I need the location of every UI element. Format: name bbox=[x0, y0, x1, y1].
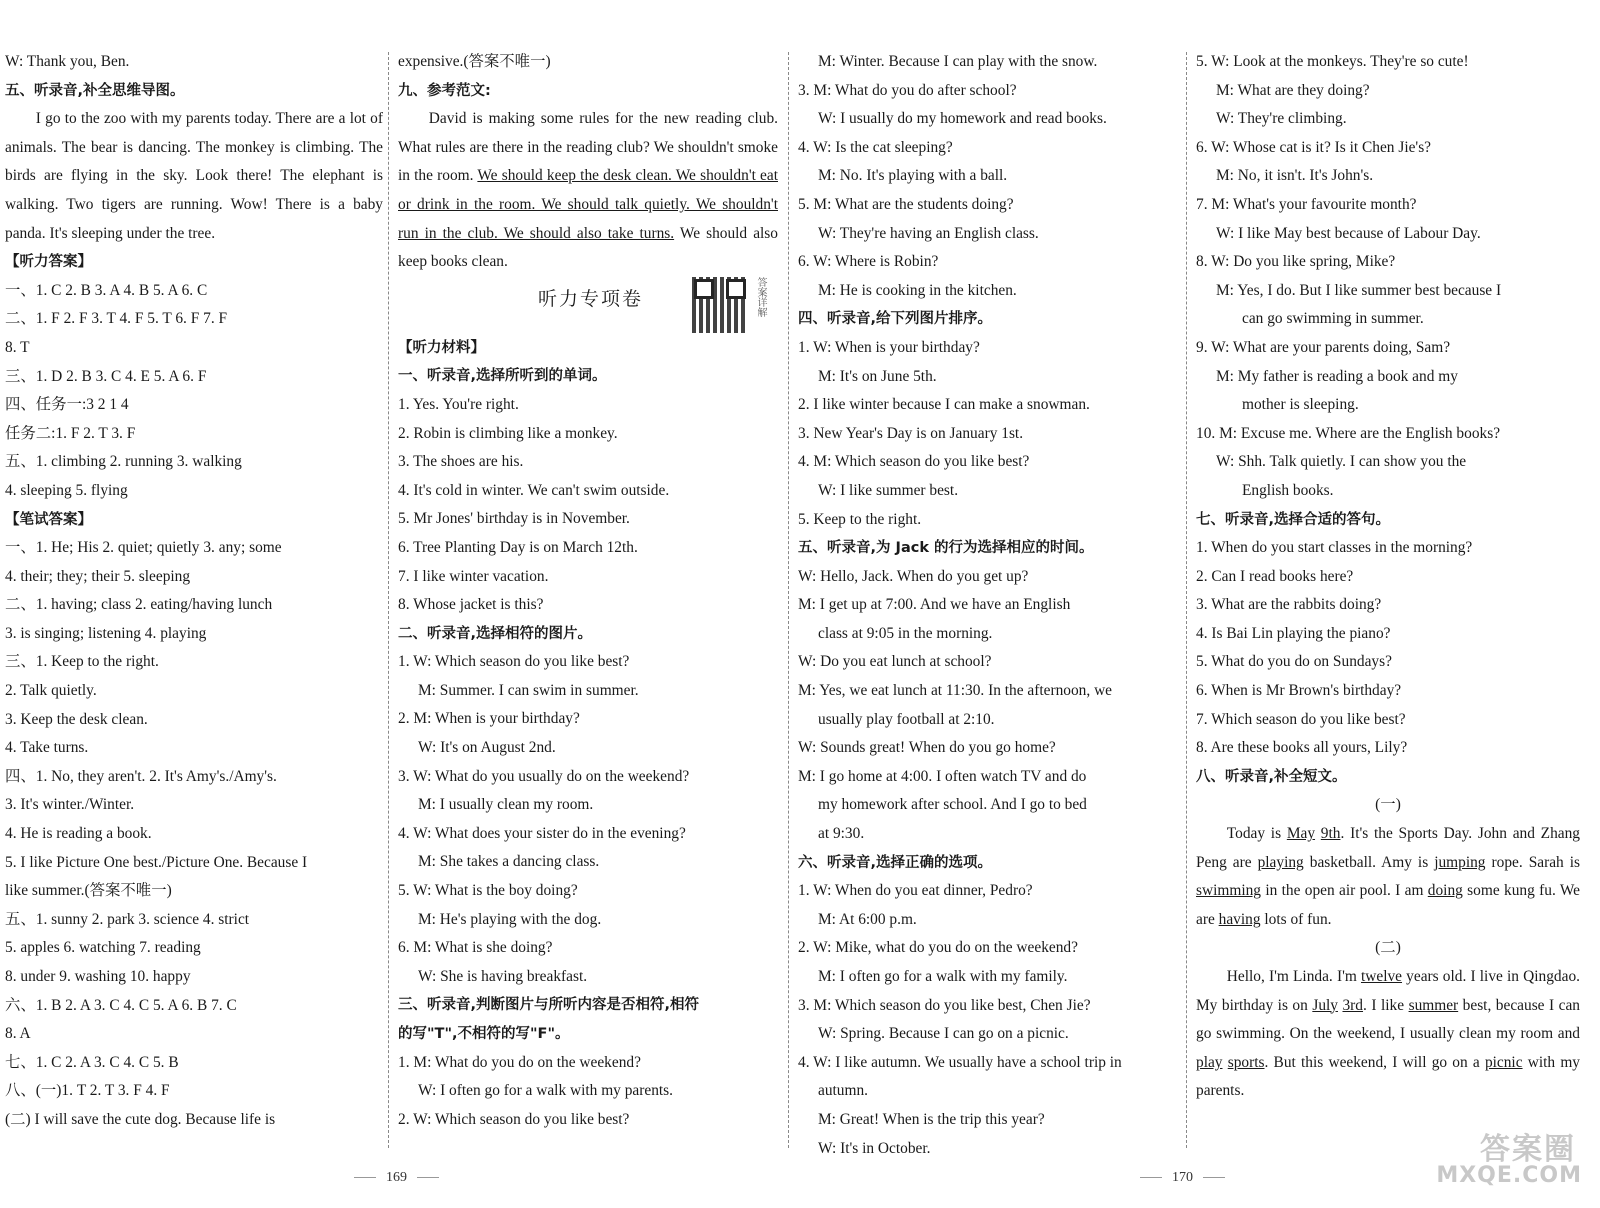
answer-line: 五、1. climbing 2. running 3. walking bbox=[5, 453, 242, 471]
section-heading: 二、听录音,选择相符的图片。 bbox=[398, 625, 593, 642]
answer-heading: 【听力答案】 bbox=[5, 254, 92, 271]
fill-passage-2: Hello, I'm Linda. I'm twelve years old. I live in Qingdao. My birthday is on July 3rd. I like summer best, because I can go swimming. On the weekend, I usually clean my room and play sports. But this weekend, I will go on a picnic with my parents. bbox=[1196, 968, 1580, 1100]
script-line: 6. W: Where is Robin? bbox=[798, 253, 939, 271]
script-line: 7. I like winter vacation. bbox=[398, 567, 549, 585]
script-line: 4. W: I like autumn. We usually have a school trip in bbox=[798, 1053, 1122, 1071]
script-line: usually play football at 2:10. bbox=[818, 710, 995, 728]
script-line: W: It's in October. bbox=[818, 1139, 931, 1157]
answer-line: 4. their; they; their 5. sleeping bbox=[5, 567, 191, 585]
script-line: M: He's playing with the dog. bbox=[418, 910, 602, 928]
answer-line: expensive.(答案不唯一) bbox=[398, 53, 551, 70]
column-1 bbox=[5, 48, 383, 1146]
section-heading: 的写"T",不相符的写"F"。 bbox=[398, 1026, 570, 1042]
watermark-url: MXQE.COM bbox=[1436, 1163, 1582, 1188]
page-number-right: 170 bbox=[1130, 1170, 1235, 1186]
script-line: 3. New Year's Day is on January 1st. bbox=[798, 424, 1024, 442]
answer-heading: 【笔试答案】 bbox=[5, 511, 92, 528]
script-line: W: Shh. Talk quietly. I can show you the bbox=[1216, 453, 1467, 471]
filled-blank: doing bbox=[1427, 882, 1463, 900]
script-line: 6. M: What is she doing? bbox=[398, 939, 553, 957]
script-line: 5. Keep to the right. bbox=[798, 510, 922, 528]
answer-line: 八、(一)1. T 2. T 3. F 4. F bbox=[5, 1082, 170, 1100]
section-title: 听力专项卷 bbox=[538, 287, 644, 310]
script-line: class at 9:05 in the morning. bbox=[818, 624, 993, 642]
script-line: W: They're climbing. bbox=[1216, 110, 1347, 128]
script-line: W: I like summer best. bbox=[818, 481, 959, 499]
column-4 bbox=[1196, 48, 1580, 1146]
section-heading: 三、听录音,判断图片与所听内容是否相符,相符 bbox=[398, 997, 700, 1014]
answer-line: 六、1. B 2. A 3. C 4. C 5. A 6. B 7. C bbox=[5, 996, 237, 1014]
answer-line: 8. A bbox=[5, 1025, 31, 1043]
script-line: 3. The shoes are his. bbox=[398, 453, 524, 471]
filled-blank: playing bbox=[1257, 853, 1304, 871]
answer-line: (二) I will save the cute dog. Because life is bbox=[5, 1110, 276, 1128]
filled-blank: 9th bbox=[1320, 825, 1341, 843]
filled-blank: jumping bbox=[1434, 853, 1486, 871]
answer-line: 3. is singing; listening 4. playing bbox=[5, 624, 207, 642]
filled-blank: picnic bbox=[1484, 1053, 1523, 1071]
script-line: 5. W: Look at the monkeys. They're so cute! bbox=[1196, 53, 1469, 70]
answer-line: 五、1. sunny 2. park 3. science 4. strict bbox=[5, 910, 250, 928]
section-heading: 六、听录音,选择正确的选项。 bbox=[798, 854, 993, 871]
answer-line: 8. T bbox=[5, 338, 30, 356]
script-line: 2. W: Which season do you like best? bbox=[398, 1110, 630, 1128]
script-line: M: She takes a dancing class. bbox=[418, 853, 600, 871]
script-line: 2. W: Mike, what do you do on the weekend? bbox=[798, 939, 1078, 957]
script-line: W: I often go for a walk with my parents. bbox=[418, 1082, 674, 1100]
part-title: (二) bbox=[1375, 939, 1401, 957]
answer-line: 一、1. He; His 2. quiet; quietly 3. any; some bbox=[5, 539, 282, 557]
script-line: 2. M: When is your birthday? bbox=[398, 710, 580, 728]
script-line: 2. I like winter because I can make a snowman. bbox=[798, 396, 1090, 414]
script-line: 8. Whose jacket is this? bbox=[398, 596, 544, 614]
script-line: M: I go home at 4:00. I often watch TV and do bbox=[798, 767, 1087, 785]
filled-blank: May bbox=[1286, 825, 1316, 843]
script-line: at 9:30. bbox=[818, 825, 865, 843]
script-line: 5. What do you do on Sundays? bbox=[1196, 653, 1392, 671]
page-number-left: 169 bbox=[344, 1170, 449, 1186]
script-line: M: Yes, I do. But I like summer best because I bbox=[1216, 281, 1502, 299]
script-line: M: No, it isn't. It's John's. bbox=[1216, 167, 1374, 185]
script-line: 5. W: What is the boy doing? bbox=[398, 882, 578, 900]
script-line: 1. W: When is your birthday? bbox=[798, 338, 980, 356]
answer-line: 2. Talk quietly. bbox=[5, 682, 97, 700]
part-title: (一) bbox=[1375, 796, 1401, 814]
script-line: M: Summer. I can swim in summer. bbox=[418, 681, 639, 699]
answer-line: 4. He is reading a book. bbox=[5, 825, 152, 843]
answer-line: 七、1. C 2. A 3. C 4. C 5. B bbox=[5, 1053, 179, 1071]
dialogue-line: W: Thank you, Ben. bbox=[5, 53, 130, 70]
script-line: M: What are they doing? bbox=[1216, 81, 1370, 99]
script-line: 5. M: What are the students doing? bbox=[798, 195, 1014, 213]
script-line: W: Do you eat lunch at school? bbox=[798, 653, 992, 671]
script-line: 9. W: What are your parents doing, Sam? bbox=[1196, 338, 1451, 356]
script-line: M: At 6:00 p.m. bbox=[818, 910, 917, 928]
script-line: M: It's on June 5th. bbox=[818, 367, 937, 385]
model-essay: David is making some rules for the new reading club. What rules are there in the reading club? We shouldn't smoke in the room. We should keep the desk clean. We shouldn't eat or drink in the room. We should talk quietly. We shouldn't run in the club. We should also take turns. We should also keep books clean. bbox=[398, 110, 778, 271]
script-line: my homework after school. And I go to bed bbox=[818, 796, 1087, 814]
script-line: 6. When is Mr Brown's birthday? bbox=[1196, 682, 1402, 700]
script-line: W: They're having an English class. bbox=[818, 224, 1039, 242]
script-line: can go swimming in summer. bbox=[1242, 310, 1424, 328]
script-line: M: No. It's playing with a ball. bbox=[818, 167, 1008, 185]
answer-line: 二、1. F 2. F 3. T 4. F 5. T 6. F 7. F bbox=[5, 310, 228, 328]
script-line: W: Hello, Jack. When do you get up? bbox=[798, 567, 1029, 585]
answer-line: 四、1. No, they aren't. 2. It's Amy's./Amy's. bbox=[5, 767, 277, 785]
script-line: W: It's on August 2nd. bbox=[418, 739, 556, 757]
script-line: M: I often go for a walk with my family. bbox=[818, 968, 1068, 985]
script-line: 3. M: What do you do after school? bbox=[798, 81, 1017, 99]
script-line: 2. Can I read books here? bbox=[1196, 567, 1354, 585]
watermark-logo bbox=[1436, 1124, 1582, 1188]
script-line: W: Spring. Because I can go on a picnic. bbox=[818, 1025, 1069, 1043]
script-line: 3. W: What do you usually do on the weekend? bbox=[398, 767, 690, 785]
script-line: W: I usually do my homework and read books. bbox=[818, 110, 1107, 128]
answer-line: 任务二:1. F 2. T 3. F bbox=[5, 424, 136, 442]
script-line: M: I get up at 7:00. And we have an English bbox=[798, 596, 1071, 614]
section-heading: 四、听录音,给下列图片排序。 bbox=[798, 311, 993, 328]
script-line: 10. M: Excuse me. Where are the English books? bbox=[1196, 424, 1501, 442]
filled-blank: 3rd bbox=[1342, 996, 1364, 1014]
script-line: M: Winter. Because I can play with the snow. bbox=[818, 53, 1098, 70]
column-2 bbox=[398, 48, 778, 1146]
answer-line: 4. Take turns. bbox=[5, 739, 89, 757]
filled-blank: twelve bbox=[1360, 968, 1403, 985]
column-divider bbox=[788, 52, 789, 1148]
fill-passage-1: Today is May 9th. It's the Sports Day. John and Zhang Peng are playing basketball. Amy is jumping rope. Sarah is swimming in the open air pool. I am doing some kung fu. We are having lots of fun. bbox=[1196, 825, 1580, 928]
section-heading: 五、听录音,为 Jack 的行为选择相应的时间。 bbox=[798, 540, 1094, 557]
section-heading: 九、参考范文: bbox=[398, 82, 491, 99]
column-divider bbox=[1186, 52, 1187, 1148]
script-line: 1. M: What do you do on the weekend? bbox=[398, 1053, 641, 1071]
listening-passage: I go to the zoo with my parents today. There are a lot of animals. The bear is dancing. The monkey is climbing. The birds are flying in the sky. Look there! The elephant is walking. Two tigers are running. Wow! There is a baby panda. It's sleeping under the tree. bbox=[5, 110, 383, 242]
answer-line: 4. sleeping 5. flying bbox=[5, 481, 128, 499]
answer-line: 5. I like Picture One best./Picture One. Because I bbox=[5, 853, 308, 871]
script-line: mother is sleeping. bbox=[1242, 396, 1359, 414]
script-line: 8. Are these books all yours, Lily? bbox=[1196, 739, 1408, 757]
script-line: English books. bbox=[1242, 481, 1334, 499]
script-line: 6. W: Whose cat is it? Is it Chen Jie's? bbox=[1196, 138, 1432, 156]
answer-line: 8. under 9. washing 10. happy bbox=[5, 968, 191, 985]
script-line: 1. Yes. You're right. bbox=[398, 395, 519, 413]
script-line: 6. Tree Planting Day is on March 12th. bbox=[398, 538, 638, 556]
section-heading: 一、听录音,选择所听到的单词。 bbox=[398, 368, 607, 385]
filled-blank: play bbox=[1196, 1053, 1223, 1071]
answer-line: 三、1. D 2. B 3. C 4. E 5. A 6. F bbox=[5, 367, 207, 385]
filled-blank: sports bbox=[1227, 1053, 1265, 1071]
filled-blank: swimming bbox=[1196, 882, 1261, 900]
filled-blank: July bbox=[1312, 996, 1338, 1014]
script-line: 4. Is Bai Lin playing the piano? bbox=[1196, 624, 1391, 642]
section-heading: 七、听录音,选择合适的答句。 bbox=[1196, 511, 1391, 528]
filled-blank: having bbox=[1218, 910, 1261, 928]
answer-line: 3. It's winter./Winter. bbox=[5, 796, 135, 814]
script-line: 7. M: What's your favourite month? bbox=[1196, 195, 1417, 213]
script-line: 4. W: What does your sister do in the evening? bbox=[398, 824, 686, 842]
script-line: W: Sounds great! When do you go home? bbox=[798, 739, 1056, 757]
section-title-row bbox=[398, 277, 778, 334]
script-line: 2. Robin is climbing like a monkey. bbox=[398, 424, 618, 442]
script-line: 1. W: When do you eat dinner, Pedro? bbox=[798, 882, 1033, 900]
script-line: W: I like May best because of Labour Day. bbox=[1216, 224, 1481, 242]
answer-line: 一、1. C 2. B 3. A 4. B 5. A 6. C bbox=[5, 281, 208, 299]
column-divider bbox=[388, 52, 389, 1148]
script-line: W: She is having breakfast. bbox=[418, 967, 588, 985]
script-line: 8. W: Do you like spring, Mike? bbox=[1196, 253, 1396, 271]
script-line: 3. What are the rabbits doing? bbox=[1196, 596, 1382, 614]
filled-blank: summer bbox=[1408, 996, 1459, 1014]
qr-code-icon[interactable] bbox=[692, 277, 748, 333]
section-heading: 【听力材料】 bbox=[398, 339, 485, 356]
script-line: 3. M: Which season do you like best, Chen Jie? bbox=[798, 996, 1091, 1014]
answer-line: 三、1. Keep to the right. bbox=[5, 653, 159, 671]
column-3 bbox=[798, 48, 1178, 1157]
answer-line: like summer.(答案不唯一) bbox=[5, 882, 172, 900]
answer-line: 5. apples 6. watching 7. reading bbox=[5, 939, 201, 957]
answer-line: 3. Keep the desk clean. bbox=[5, 710, 148, 728]
script-line: 5. Mr Jones' birthday is in November. bbox=[398, 510, 630, 528]
watermark-text: 答案圈 bbox=[1480, 1132, 1576, 1167]
script-line: M: My father is reading a book and my bbox=[1216, 367, 1458, 385]
script-line: 4. W: Is the cat sleeping? bbox=[798, 138, 953, 156]
script-line: 4. It's cold in winter. We can't swim outside. bbox=[398, 481, 670, 499]
section-heading: 八、听录音,补全短文。 bbox=[1196, 768, 1347, 785]
script-line: M: He is cooking in the kitchen. bbox=[818, 281, 1017, 299]
script-line: 4. M: Which season do you like best? bbox=[798, 453, 1030, 471]
qr-label: 答案详解 bbox=[755, 276, 766, 317]
answer-line: 二、1. having; class 2. eating/having lunch bbox=[5, 596, 273, 614]
script-line: M: Yes, we eat lunch at 11:30. In the afternoon, we bbox=[798, 682, 1113, 700]
script-line: autumn. bbox=[818, 1082, 869, 1100]
section-heading: 五、听录音,补全思维导图。 bbox=[5, 82, 185, 99]
script-line: 1. When do you start classes in the morning? bbox=[1196, 539, 1473, 557]
answer-line: 四、任务一:3 2 1 4 bbox=[5, 396, 129, 414]
script-line: 1. W: Which season do you like best? bbox=[398, 653, 630, 671]
script-line: M: Great! When is the trip this year? bbox=[818, 1110, 1045, 1128]
essay-underlined-text: We should keep the desk clean. We shouldn't eat or drink in the room. We should talk quietly. We shouldn't run in the club. We should also take turns. bbox=[398, 167, 778, 242]
script-line: M: I usually clean my room. bbox=[418, 796, 594, 814]
script-line: 7. Which season do you like best? bbox=[1196, 710, 1406, 728]
